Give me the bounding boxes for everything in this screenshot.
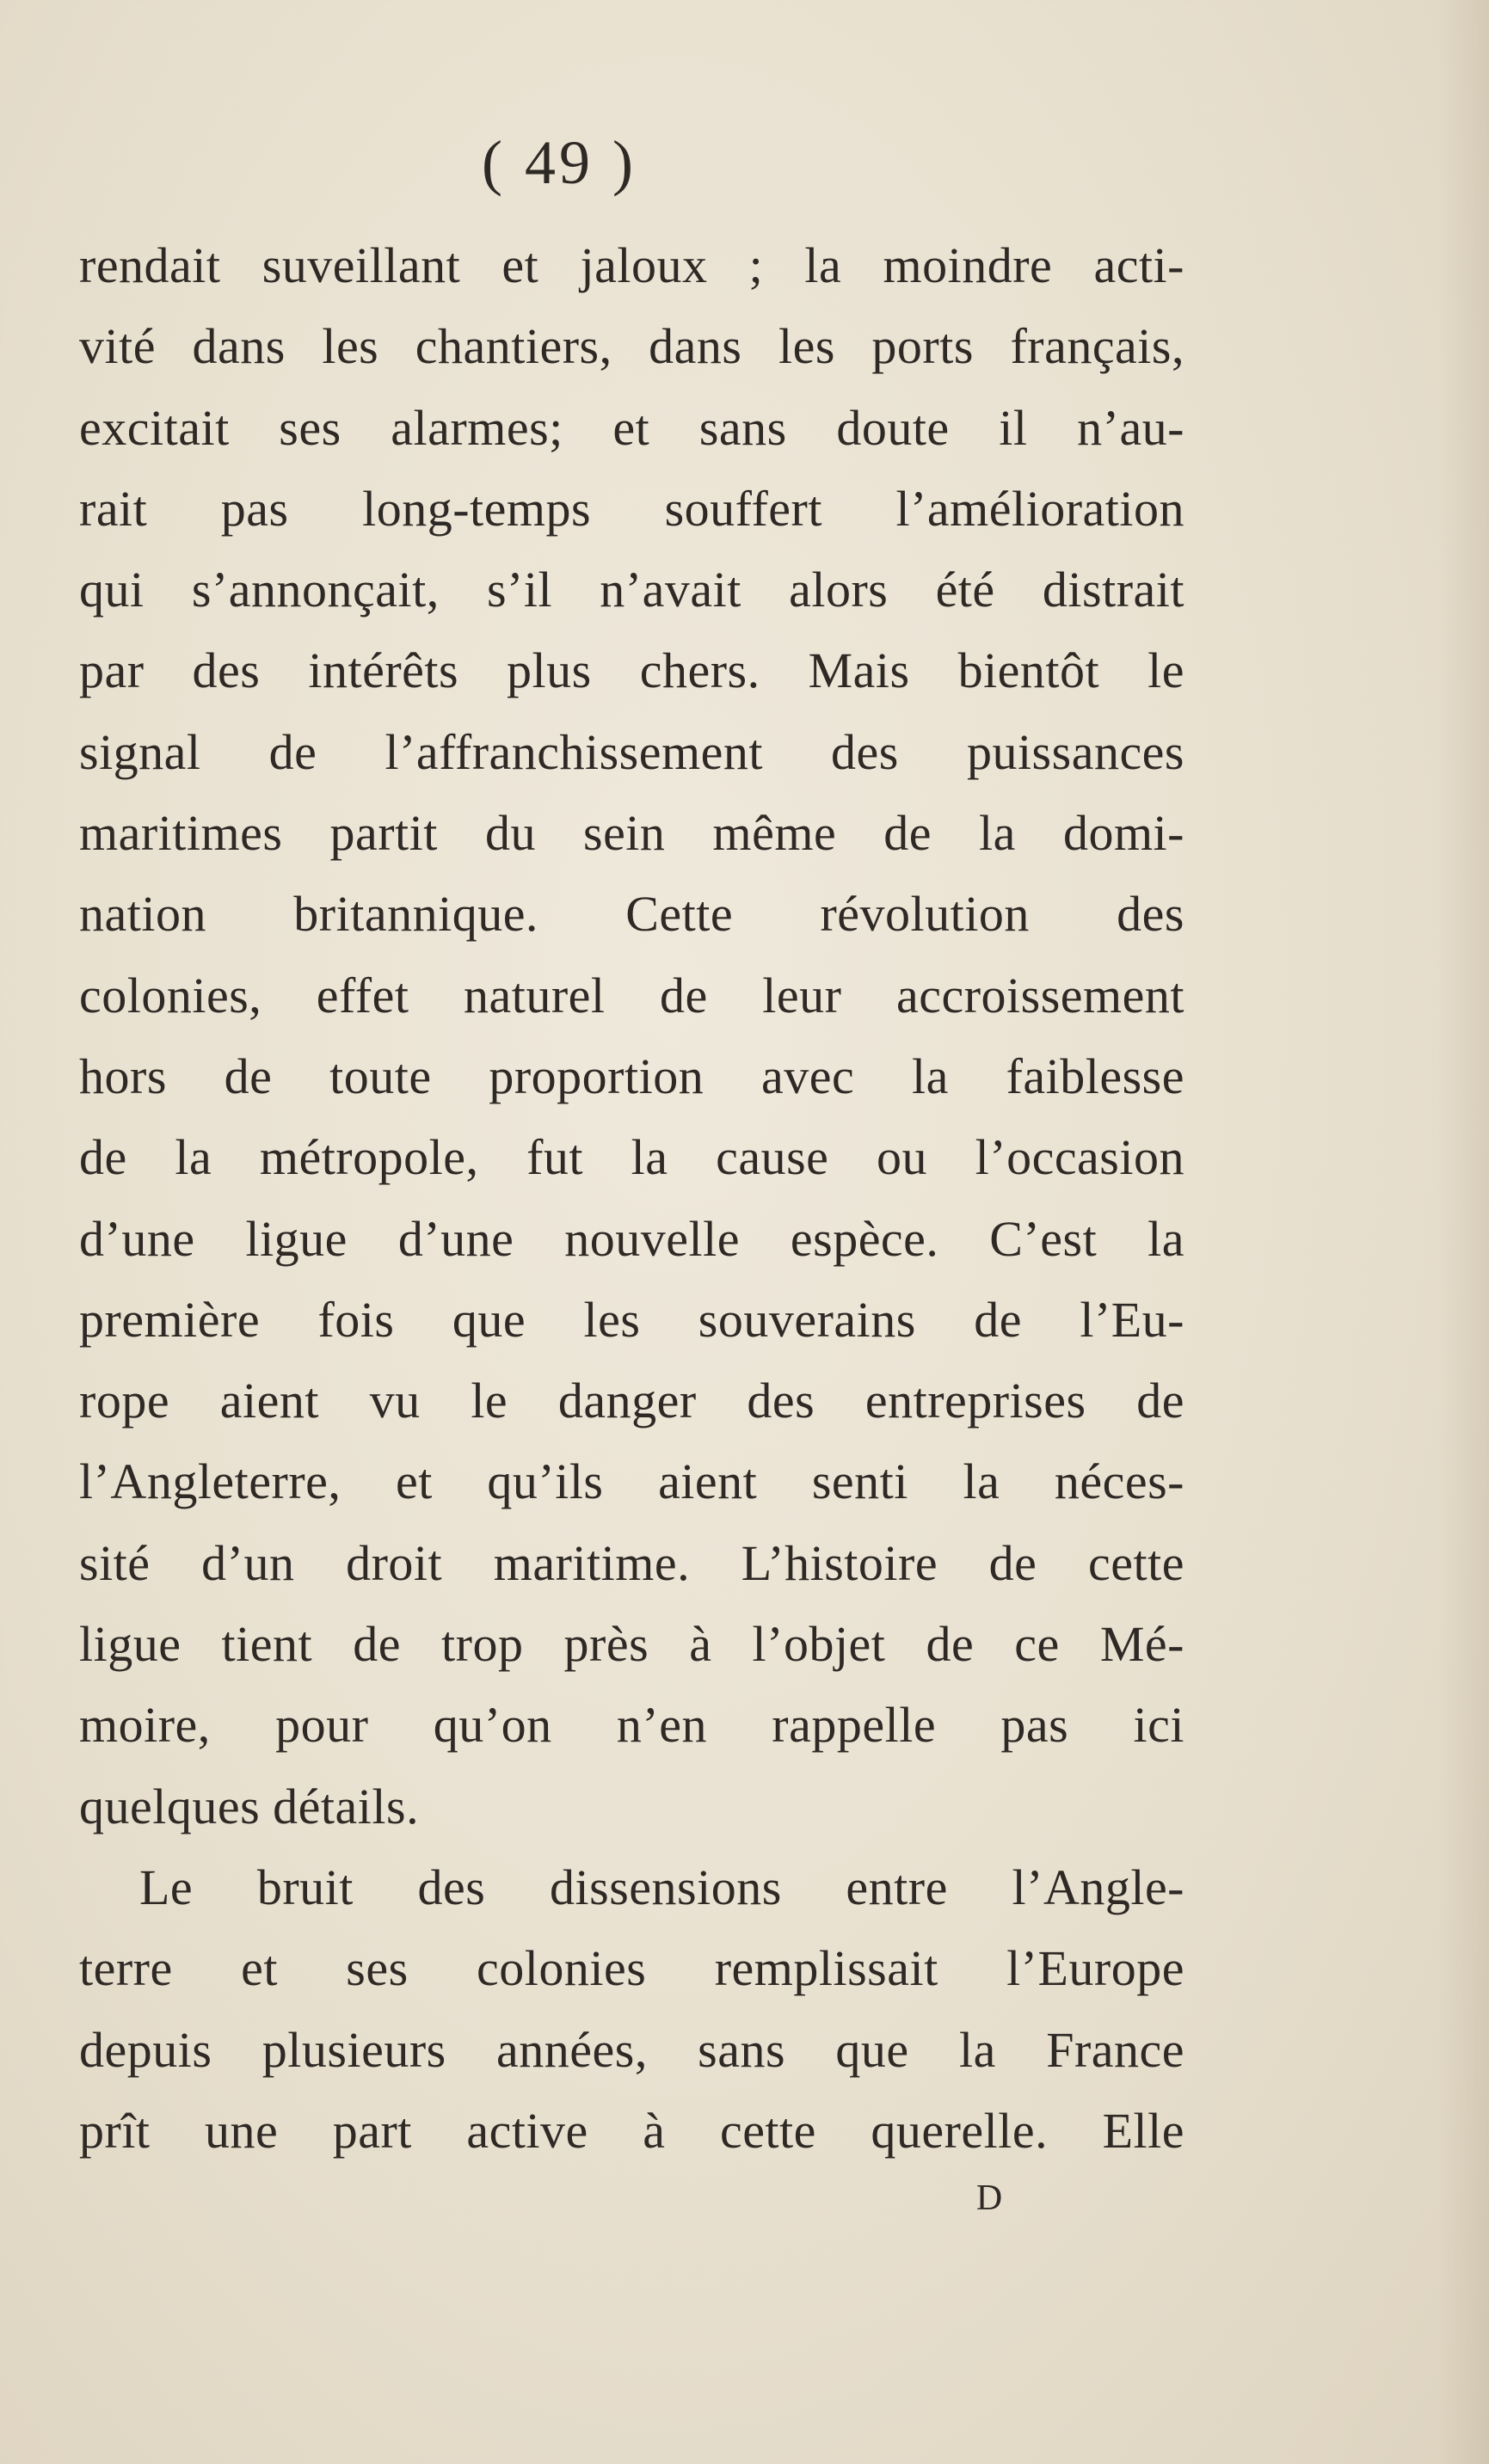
text-line: moire, pour qu’on n’en rappelle pas ici [79,1697,1184,1754]
text-line: de la métropole, fut la cause ou l’occasion [79,1129,1184,1186]
signature-mark: D [975,2178,1003,2218]
text-line: par des intérêts plus chers. Mais bientôt le [79,642,1184,699]
text-line: quelques détails. [79,1778,420,1834]
page-edge-shading [1437,0,1489,2464]
text-line: rait pas long-temps souffert l’amélioration [79,480,1184,537]
text-line: première fois que les souverains de l’Eu- [79,1291,1184,1348]
text-line: rendait suveillant et jaloux ; la moindre acti- [79,237,1184,293]
text-line: terre et ses colonies remplissait l’Europe [79,1940,1184,1997]
text-line: nation britannique. Cette révolution des [79,886,1184,943]
text-line: qui s’annonçait, s’il n’avait alors été distrait [79,562,1184,618]
text-line: colonies, effet naturel de leur accroissement [79,967,1184,1023]
text-line: prît une part active à cette querelle. Elle [79,2102,1184,2159]
text-line: ligue tient de trop près à l’objet de ce Mé- [79,1616,1184,1673]
text-line: hors de toute proportion avec la faiblesse [79,1048,1184,1104]
page-number: ( 49 ) [482,128,637,197]
text-line: excitait ses alarmes; et sans doute il n’au- [79,399,1184,456]
text-line: Le bruit des dissensions entre l’Angle- [139,1859,1184,1915]
text-line: sité d’un droit maritime. L’histoire de cette [79,1534,1184,1591]
body-text [79,225,1184,2172]
text-line: maritimes partit du sein même de la domi- [79,805,1184,862]
text-line: l’Angleterre, et qu’ils aient senti la néces- [79,1453,1184,1510]
text-line: depuis plusieurs années, sans que la France [79,2021,1184,2078]
text-line: d’une ligue d’une nouvelle espèce. C’est la [79,1210,1184,1267]
text-line: signal de l’affranchissement des puissances [79,723,1184,780]
text-line: vité dans les chantiers, dans les ports français, [79,318,1184,375]
text-line: rope aient vu le danger des entreprises de [79,1373,1184,1429]
